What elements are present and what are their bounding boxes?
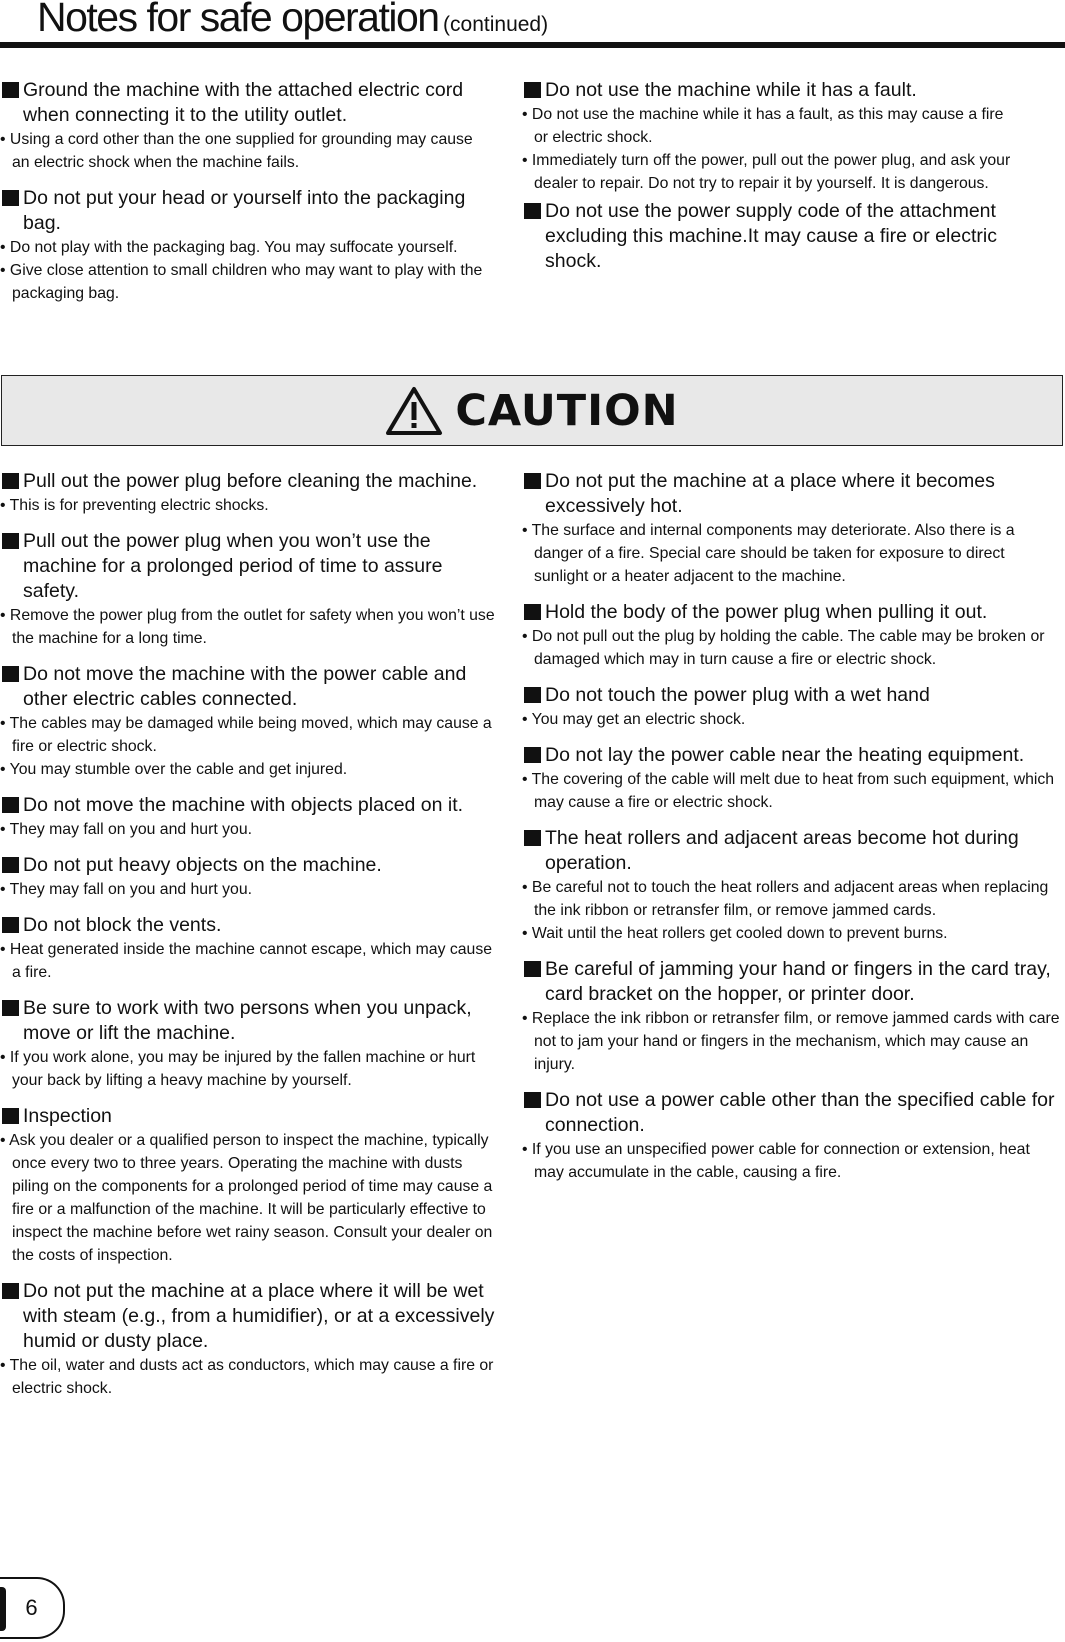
title-rule xyxy=(0,42,1065,48)
safety-bullet: • You may stumble over the cable and get injured. xyxy=(0,758,500,781)
safety-item-heading xyxy=(0,913,500,938)
safety-item xyxy=(0,913,500,984)
safety-item xyxy=(0,793,500,841)
safety-bullet: • They may fall on you and hurt you. xyxy=(0,818,500,841)
square-bullet-icon xyxy=(2,857,19,873)
safety-bullet: • Be careful not to touch the heat rollers and adjacent areas when replacing the ink ribbon or retransfer film, or remove jammed cards. xyxy=(522,876,1062,922)
safety-item-heading xyxy=(0,186,492,236)
safety-bullet: • Do not pull out the plug by holding the cable. The cable may be broken or damaged which may in turn cause a fire or electric shock. xyxy=(522,625,1062,671)
square-bullet-icon xyxy=(2,1108,19,1124)
safety-item-bullets xyxy=(522,1138,1062,1184)
safety-item xyxy=(0,529,500,650)
safety-item xyxy=(522,743,1062,814)
safety-item-heading-text: Do not lay the power cable near the heating equipment. xyxy=(545,744,1025,766)
safety-item-heading-text: Do not block the vents. xyxy=(23,914,222,936)
warning-triangle-icon xyxy=(385,386,443,436)
safety-item-heading xyxy=(0,793,500,818)
safety-item-bullets xyxy=(522,625,1062,671)
safety-bullet: • Using a cord other than the one supplied for grounding may cause an electric shock when the machine fails. xyxy=(0,128,492,174)
caution-label: CAUTION xyxy=(455,385,679,436)
safety-item-bullets xyxy=(0,1046,500,1092)
safety-item-heading xyxy=(0,662,500,712)
safety-item-heading-text: Do not use the power supply code of the attachment excluding this machine.It may cause a fire or electric shock. xyxy=(545,200,997,272)
safety-item-heading-text: Do not use a power cable other than the specified cable for connection. xyxy=(545,1089,1055,1136)
safety-bullet: • Remove the power plug from the outlet for safety when you won’t use the machine for a long time. xyxy=(0,604,500,650)
safety-item-bullets xyxy=(0,236,492,305)
square-bullet-icon xyxy=(2,190,19,206)
safety-item-heading-text: Do not put the machine at a place where it will be wet with steam (e.g., from a humidifier), or at a excessively humid or dusty place. xyxy=(23,1280,495,1352)
square-bullet-icon xyxy=(2,1000,19,1016)
safety-bullet: • This is for preventing electric shocks. xyxy=(0,494,500,517)
square-bullet-icon xyxy=(524,473,541,489)
safety-item-heading xyxy=(522,1088,1062,1138)
page-title-sub: (continued) xyxy=(443,13,549,36)
safety-item-bullets xyxy=(0,1129,500,1267)
safety-item-bullets xyxy=(0,494,500,517)
safety-item-heading xyxy=(522,600,1062,625)
safety-item xyxy=(0,853,500,901)
safety-item xyxy=(522,199,1015,274)
safety-item xyxy=(522,957,1062,1076)
safety-bullet: • Do not play with the packaging bag. You may suffocate yourself. xyxy=(0,236,492,259)
safety-item xyxy=(522,600,1062,671)
square-bullet-icon xyxy=(524,687,541,703)
safety-item xyxy=(0,469,500,517)
safety-bullet: • Immediately turn off the power, pull out the power plug, and ask your dealer to repair. Do not try to repair it by yourself. It is dangerous. xyxy=(522,149,1015,195)
safety-item-heading xyxy=(522,683,1062,708)
square-bullet-icon xyxy=(524,203,541,219)
safety-bullet: • Wait until the heat rollers get cooled down to prevent burns. xyxy=(522,922,1062,945)
safety-item-heading-text: Pull out the power plug when you won’t use the machine for a prolonged period of time to assure safety. xyxy=(23,530,443,602)
safety-item-bullets xyxy=(522,519,1062,588)
safety-bullet: • Ask you dealer or a qualified person to inspect the machine, typically once every two to three years. Operating the machine with dusts piling on the components for a prolonged period of time may cause a fire or a malfunction of the machine. It will be particularly effective to inspect the machine before wet rainy season. Consult your dealer on the costs of inspection. xyxy=(0,1129,500,1267)
safety-bullet: • The surface and internal components may deteriorate. Also there is a danger of a fire. Special care should be taken for exposure to direct sunlight or a heater adjacent to the machine. xyxy=(522,519,1062,588)
safety-item-heading-text: Do not move the machine with the power cable and other electric cables connected. xyxy=(23,663,467,710)
safety-item-heading xyxy=(0,853,500,878)
safety-item xyxy=(522,1088,1062,1184)
safety-item-bullets xyxy=(0,938,500,984)
safety-item-heading xyxy=(0,1104,500,1129)
safety-item xyxy=(522,683,1062,731)
square-bullet-icon xyxy=(524,747,541,763)
safety-item-bullets xyxy=(522,768,1062,814)
safety-item-heading-text: Hold the body of the power plug when pulling it out. xyxy=(545,601,988,623)
safety-bullet: • The covering of the cable will melt due to heat from such equipment, which may cause a fire or electric shock. xyxy=(522,768,1062,814)
page-number: 6 xyxy=(0,1577,65,1639)
square-bullet-icon xyxy=(2,1283,19,1299)
safety-item-bullets xyxy=(0,712,500,781)
safety-bullet: • The cables may be damaged while being moved, which may cause a fire or electric shock. xyxy=(0,712,500,758)
safety-item xyxy=(0,186,492,305)
safety-item-heading-text: Do not put heavy objects on the machine. xyxy=(23,854,382,876)
square-bullet-icon xyxy=(524,961,541,977)
safety-item-heading xyxy=(0,1279,500,1354)
safety-item-heading xyxy=(0,469,500,494)
safety-item-heading xyxy=(522,826,1062,876)
safety-item-heading xyxy=(522,199,1015,274)
safety-item xyxy=(522,469,1062,588)
safety-item-bullets xyxy=(522,1007,1062,1076)
safety-item-heading xyxy=(0,529,500,604)
square-bullet-icon xyxy=(524,830,541,846)
safety-item-heading xyxy=(522,78,1015,103)
safety-item-heading-text: Pull out the power plug before cleaning the machine. xyxy=(23,470,478,492)
square-bullet-icon xyxy=(524,82,541,98)
caution-right-column xyxy=(522,469,1062,1184)
safety-item-heading xyxy=(522,469,1062,519)
safety-item xyxy=(0,1104,500,1267)
square-bullet-icon xyxy=(524,604,541,620)
square-bullet-icon xyxy=(2,82,19,98)
safety-item xyxy=(522,78,1015,195)
safety-bullet: • Replace the ink ribbon or retransfer film, or remove jammed cards with care not to jam your hand or fingers in the mechanism, which may cause an injury. xyxy=(522,1007,1062,1076)
square-bullet-icon xyxy=(2,473,19,489)
safety-item-bullets xyxy=(0,878,500,901)
safety-item-heading-text: Do not use the machine while it has a fault. xyxy=(545,79,917,101)
safety-bullet: • Heat generated inside the machine cannot escape, which may cause a fire. xyxy=(0,938,500,984)
safety-item-heading-text: Be sure to work with two persons when you unpack, move or lift the machine. xyxy=(23,997,472,1044)
safety-item-heading-text: Do not put your head or yourself into the packaging bag. xyxy=(23,187,466,234)
safety-item-bullets xyxy=(0,604,500,650)
page-title xyxy=(37,0,548,41)
safety-item-heading xyxy=(522,957,1062,1007)
safety-item xyxy=(0,996,500,1092)
safety-bullet: • You may get an electric shock. xyxy=(522,708,1062,731)
square-bullet-icon xyxy=(2,666,19,682)
safety-item-heading-text: Be careful of jamming your hand or fingers in the card tray, card bracket on the hopper, or printer door. xyxy=(545,958,1051,1005)
safety-item-heading xyxy=(0,78,492,128)
safety-item-bullets xyxy=(522,708,1062,731)
safety-bullet: • Do not use the machine while it has a fault, as this may cause a fire or electric shock. xyxy=(522,103,1015,149)
safety-bullet: • The oil, water and dusts act as conductors, which may cause a fire or electric shock. xyxy=(0,1354,500,1400)
safety-item-bullets xyxy=(522,876,1062,945)
safety-bullet: • Give close attention to small children who may want to play with the packaging bag. xyxy=(0,259,492,305)
safety-bullet: • They may fall on you and hurt you. xyxy=(0,878,500,901)
safety-item-bullets xyxy=(0,128,492,174)
safety-item-heading-text: Do not move the machine with objects placed on it. xyxy=(23,794,464,816)
warning-right-column xyxy=(522,78,1015,274)
safety-item-heading xyxy=(522,743,1062,768)
safety-item xyxy=(0,78,492,174)
square-bullet-icon xyxy=(2,917,19,933)
safety-item-heading xyxy=(0,996,500,1046)
page-title-main: Notes for safe operation xyxy=(37,0,439,40)
safety-item xyxy=(0,662,500,781)
safety-item xyxy=(522,826,1062,945)
safety-bullet: • If you use an unspecified power cable for connection or extension, heat may accumulate in the cable, causing a fire. xyxy=(522,1138,1062,1184)
square-bullet-icon xyxy=(2,533,19,549)
safety-item-bullets xyxy=(522,103,1015,195)
caution-banner xyxy=(1,375,1063,446)
safety-item xyxy=(0,1279,500,1400)
square-bullet-icon xyxy=(2,797,19,813)
safety-item-bullets xyxy=(0,818,500,841)
safety-item-heading-text: Ground the machine with the attached electric cord when connecting it to the utility outlet. xyxy=(23,79,464,126)
safety-item-bullets xyxy=(0,1354,500,1400)
safety-bullet: • If you work alone, you may be injured by the fallen machine or hurt your back by lifting a heavy machine by yourself. xyxy=(0,1046,500,1092)
warning-left-column xyxy=(0,78,492,305)
caution-left-column xyxy=(0,469,500,1400)
square-bullet-icon xyxy=(524,1092,541,1108)
safety-item-heading-text: The heat rollers and adjacent areas become hot during operation. xyxy=(545,827,1019,874)
safety-item-heading-text: Inspection xyxy=(23,1105,112,1127)
safety-item-heading-text: Do not touch the power plug with a wet hand xyxy=(545,684,930,706)
safety-item-heading-text: Do not put the machine at a place where it becomes excessively hot. xyxy=(545,470,995,517)
